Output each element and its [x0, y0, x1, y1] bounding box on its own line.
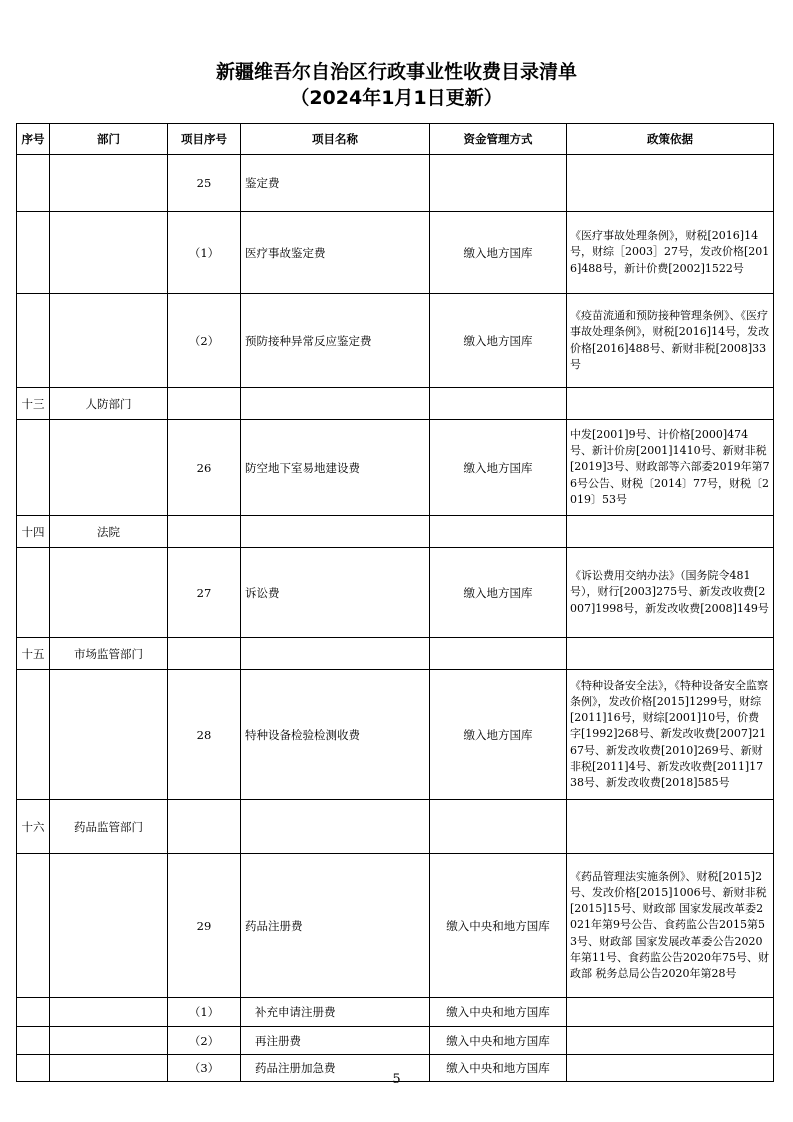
cell-item-no: 28: [168, 670, 241, 800]
cell-item-no: （2）: [168, 1027, 241, 1055]
cell-item-no: 25: [168, 155, 241, 212]
cell-policy: 《诉讼费用交纳办法》（国务院令481号），财行[2003]275号、新发改收费[2007]1998号，新发改收费[2008]149号: [567, 548, 774, 638]
cell-seq: [17, 998, 50, 1027]
cell-seq: 十六: [17, 800, 50, 854]
cell-policy: [567, 998, 774, 1027]
cell-policy: [567, 516, 774, 548]
cell-dept: [50, 670, 168, 800]
cell-seq: 十四: [17, 516, 50, 548]
cell-dept: [50, 294, 168, 388]
cell-policy: [567, 1027, 774, 1055]
table-row: [17, 516, 774, 548]
cell-item-no: 29: [168, 854, 241, 998]
cell-policy: 《医疗事故处理条例》，财税[2016]14号，财综［2003］27号，发改价格[2016]488号，新计价费[2002]1522号: [567, 212, 774, 294]
cell-item-name: 预防接种异常反应鉴定费: [241, 294, 430, 388]
cell-policy: 《药品管理法实施条例》、财税[2015]2号、发改价格[2015]1006号、新财非税[2015]15号、财政部 国家发展改革委2021年第9号公告、食药监公告2015第53号、财政部 国家发展改革委公告2020年第11号、食药监公告2020年75号、财政部 税务总局公告2020年第28号: [567, 854, 774, 998]
cell-dept: 市场监管部门: [50, 638, 168, 670]
cell-item-no: [168, 638, 241, 670]
cell-fund: 缴入中央和地方国库: [430, 1055, 567, 1082]
cell-fund: 缴入地方国库: [430, 294, 567, 388]
table-row: [17, 998, 774, 1027]
cell-fund: 缴入中央和地方国库: [430, 998, 567, 1027]
table-row: [17, 548, 774, 638]
cell-item-name: 药品注册加急费: [241, 1055, 430, 1082]
cell-item-no: [168, 516, 241, 548]
header-item-name: 项目名称: [241, 124, 430, 155]
cell-policy: [567, 800, 774, 854]
cell-fund: [430, 516, 567, 548]
cell-seq: [17, 212, 50, 294]
table-row: [17, 670, 774, 800]
header-policy: 政策依据: [567, 124, 774, 155]
cell-fund: [430, 155, 567, 212]
table-row: [17, 294, 774, 388]
cell-fund: [430, 388, 567, 420]
cell-policy: 《疫苗流通和预防接种管理条例》、《医疗事故处理条例》，财税[2016]14号，发改价格[2016]488号、新财非税[2008]33号: [567, 294, 774, 388]
document-title: 新疆维吾尔自治区行政事业性收费目录清单: [215, 61, 577, 83]
cell-fund: 缴入地方国库: [430, 548, 567, 638]
cell-item-no: [168, 800, 241, 854]
table-row: [17, 800, 774, 854]
cell-item-name: 特种设备检验检测收费: [241, 670, 430, 800]
cell-policy: [567, 388, 774, 420]
table-row: [17, 212, 774, 294]
cell-dept: [50, 854, 168, 998]
cell-dept: 人防部门: [50, 388, 168, 420]
cell-item-name: 再注册费: [241, 1027, 430, 1055]
cell-seq: [17, 1027, 50, 1055]
cell-item-no: [168, 388, 241, 420]
cell-dept: 法院: [50, 516, 168, 548]
cell-dept: [50, 212, 168, 294]
table-header-row: [17, 124, 774, 155]
table-row: [17, 854, 774, 998]
cell-item-name: 药品注册费: [241, 854, 430, 998]
fee-catalog-table: [16, 123, 774, 1082]
cell-item-no: （3）: [168, 1055, 241, 1082]
cell-item-name: 医疗事故鉴定费: [241, 212, 430, 294]
table-row: [17, 1027, 774, 1055]
document-subtitle: （2024年1月1日更新）: [290, 87, 503, 109]
cell-dept: [50, 155, 168, 212]
cell-policy: 《特种设备安全法》，《特种设备安全监察条例》，发改价格[2015]1299号，财综[2011]16号，财综[2001]10号，价费字[1992]268号、新发改收费[2007]2167号、新发改收费[2010]269号、新财非税[2011]4号、新发改收费[2011]1738号、新发改收费[2018]585号: [567, 670, 774, 800]
cell-item-no: （1）: [168, 998, 241, 1027]
cell-fund: 缴入中央和地方国库: [430, 854, 567, 998]
cell-item-no: 26: [168, 420, 241, 516]
cell-seq: [17, 155, 50, 212]
cell-policy: 中发[2001]9号、计价格[2000]474号、新计价房[2001]1410号、新财非税[2019]3号、财政部等六部委2019年第76号公告、财税〔2014〕77号，财税〔2019〕53号: [567, 420, 774, 516]
cell-item-name: [241, 388, 430, 420]
cell-item-name: 防空地下室易地建设费: [241, 420, 430, 516]
table-row: [17, 420, 774, 516]
cell-seq: [17, 854, 50, 998]
cell-seq: [17, 548, 50, 638]
cell-policy: [567, 155, 774, 212]
cell-seq: [17, 420, 50, 516]
table-row: [17, 155, 774, 212]
header-dept: 部门: [50, 124, 168, 155]
cell-item-name: [241, 638, 430, 670]
cell-dept: [50, 998, 168, 1027]
header-fund: 资金管理方式: [430, 124, 567, 155]
cell-item-name: [241, 516, 430, 548]
cell-fund: 缴入地方国库: [430, 420, 567, 516]
cell-fund: [430, 638, 567, 670]
cell-dept: [50, 420, 168, 516]
header-seq: 序号: [17, 124, 50, 155]
cell-seq: 十五: [17, 638, 50, 670]
cell-item-no: 27: [168, 548, 241, 638]
cell-item-name: [241, 800, 430, 854]
cell-policy: [567, 638, 774, 670]
cell-fund: 缴入中央和地方国库: [430, 1027, 567, 1055]
page-number: 5: [392, 1072, 401, 1087]
cell-seq: [17, 294, 50, 388]
table-row: [17, 638, 774, 670]
cell-seq: 十三: [17, 388, 50, 420]
table-row: [17, 388, 774, 420]
cell-dept: [50, 1027, 168, 1055]
cell-fund: [430, 800, 567, 854]
cell-dept: [50, 548, 168, 638]
cell-seq: [17, 670, 50, 800]
header-item-no: 项目序号: [168, 124, 241, 155]
cell-item-no: （2）: [168, 294, 241, 388]
cell-item-name: 诉讼费: [241, 548, 430, 638]
cell-item-name: 鉴定费: [241, 155, 430, 212]
cell-fund: 缴入地方国库: [430, 212, 567, 294]
cell-item-no: （1）: [168, 212, 241, 294]
cell-dept: 药品监管部门: [50, 800, 168, 854]
cell-fund: 缴入地方国库: [430, 670, 567, 800]
cell-item-name: 补充申请注册费: [241, 998, 430, 1027]
